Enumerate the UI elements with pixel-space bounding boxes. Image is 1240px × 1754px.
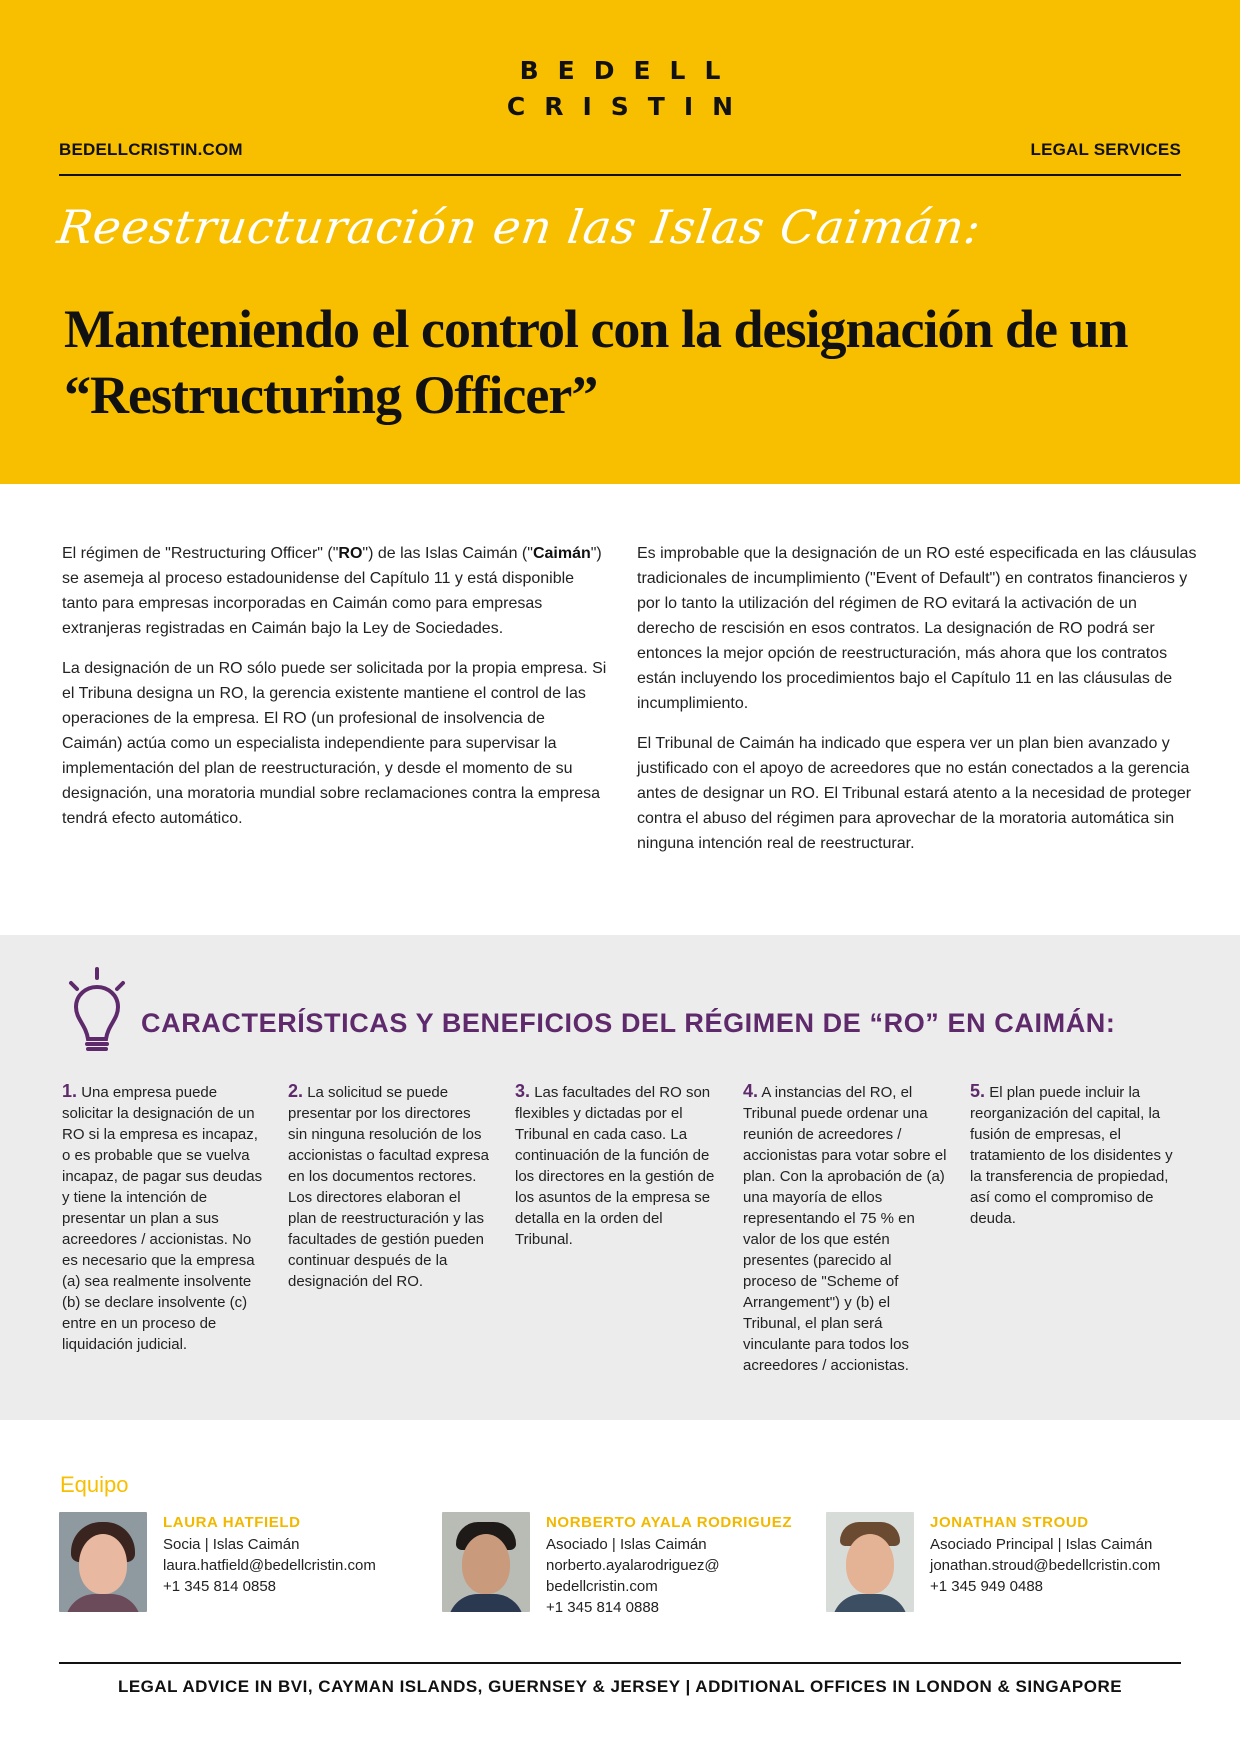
website-link[interactable]: BEDELLCRISTIN.COM (59, 140, 243, 159)
feature-item: 1. Una empresa puede solicitar la designación de un RO si la empresa es incapaz, o es probable que se vuelva incapaz, de pagar sus deudas y tiene la intención de presentar un plan a sus acreedores / accionistas. No es necesario que la empresa (a) sea realmente insolvente (b) se declare insolvente (c) entre en un proceso de liquidación judicial. (62, 1081, 263, 1353)
avatar (826, 1512, 914, 1612)
footer-divider (59, 1662, 1181, 1664)
header-row (59, 140, 1181, 160)
team-member-card (826, 1512, 1160, 1612)
intro-paragraph: La designación de un RO sólo puede ser solicitada por la propia empresa. Si el Tribuna designa un RO, la gerencia existente mantiene el control de las operaciones de la empresa. El RO (un profesional de insolvencia de Caimán) actúa como un especialista independiente para supervisar la implementación del plan de reestructuración, y desde el momento de su designación, una moratoria mundial sobre reclamaciones contra la empresa tendrá efecto automático. (62, 660, 607, 827)
member-role: Asociado | Islas Caimán (546, 1536, 707, 1553)
script-subtitle: Reestructuración en las Islas Caimán: (54, 200, 985, 254)
intro-column-right (637, 541, 1197, 871)
member-email[interactable]: norberto.ayalarodriguez@ bedellcristin.com (546, 1557, 720, 1595)
logo-line-1: BEDELL (519, 56, 740, 85)
logo-line-2: CRISTIN (506, 92, 753, 121)
page-title: Manteniendo el control con la designación de un “Restructuring Officer” (64, 299, 1128, 425)
feature-item: 2. La solicitud se puede presentar por los directores sin ninguna resolución de los accionistas o facultad expresa en los documentos rectores. Los directores elaboran el plan de reestructuración y las facultades de gestión pueden continuar después de la designación del RO. (288, 1081, 489, 1290)
intro-column-left (62, 541, 607, 846)
footer-text: LEGAL ADVICE IN BVI, CAYMAN ISLANDS, GUERNSEY & JERSEY | ADDITIONAL OFFICES IN LONDON & SINGAPORE (117, 1677, 1123, 1696)
intro-paragraph: El régimen de "Restructuring Officer" ("RO") de las Islas Caimán ("Caimán") se asemeja al proceso estadounidense del Capítulo 11 y está disponible tanto para empresas incorporadas en Caimán como para empresas extranjeras registradas en Caimán bajo la Ley de Sociedades. (62, 545, 602, 637)
section-label: LEGAL SERVICES (1030, 140, 1181, 159)
team-member-card (59, 1512, 376, 1612)
member-role: Socia | Islas Caimán (163, 1536, 300, 1553)
member-role: Asociado Principal | Islas Caimán (930, 1536, 1153, 1553)
header-divider (59, 174, 1181, 176)
feature-item: 5. El plan puede incluir la reorganización del capital, la fusión de empresas, el tratamiento de los disidentes y la transferencia de propiedad, así como el compromiso de deuda. (970, 1081, 1173, 1227)
member-email[interactable]: jonathan.stroud@bedellcristin.com (930, 1557, 1161, 1574)
team-heading: Equipo (60, 1472, 129, 1497)
avatar (59, 1512, 147, 1612)
intro-paragraph: Es improbable que la designación de un RO esté especificada en las cláusulas tradicionales de incumplimiento ("Event of Default") en contratos financieros y por lo tanto la utilización del régimen de RO evitará la activación de un derecho de rescisión en esos contratos. La designación de RO podrá ser entonces la mejor opción de reestructuración, más ahora que los contratos están incluyendo los procedimientos bajo el Capítulo 11 en las cláusulas de incumplimiento. (637, 545, 1197, 712)
member-phone[interactable]: +1 345 814 0888 (546, 1599, 660, 1616)
team-member-card (442, 1512, 792, 1618)
intro-paragraph: El Tribunal de Caimán ha indicado que espera ver un plan bien avanzado y justificado con el apoyo de acreedores que no están conectados a la gerencia antes de designar un RO. El Tribunal estará atento a la necesidad de proteger contra el abuso del régimen para aprovechar de la moratoria automática sin ninguna intención real de reestructurar. (637, 735, 1192, 852)
member-phone[interactable]: +1 345 949 0488 (930, 1578, 1044, 1595)
lightbulb-icon (64, 965, 130, 1055)
feature-item: 3. Las facultades del RO son flexibles y dictadas por el Tribunal en cada caso. La continuación de la función de los directores en la gestión de los asuntos de la empresa se detalla en la orden del Tribunal. (515, 1081, 715, 1248)
member-name: NORBERTO AYALA RODRIGUEZ (546, 1514, 793, 1531)
member-phone[interactable]: +1 345 814 0858 (163, 1578, 277, 1595)
member-name: LAURA HATFIELD (163, 1514, 301, 1531)
avatar (442, 1512, 530, 1612)
feature-item: 4. A instancias del RO, el Tribunal puede ordenar una reunión de acreedores / accionistas para votar sobre el plan. Con la aprobación de (a) una mayoría de ellos representando el 75 % en valor de los que estén presentes (parecido al proceso de "Scheme of Arrangement") y (b) el Tribunal, el plan será vinculante para todos los acreedores / accionistas. (743, 1081, 947, 1374)
member-name: JONATHAN STROUD (930, 1514, 1089, 1531)
member-email[interactable]: laura.hatfield@bedellcristin.com (163, 1557, 376, 1574)
features-title: CARACTERÍSTICAS Y BENEFICIOS DEL RÉGIMEN DE “RO” EN CAIMÁN: (141, 1008, 1116, 1038)
